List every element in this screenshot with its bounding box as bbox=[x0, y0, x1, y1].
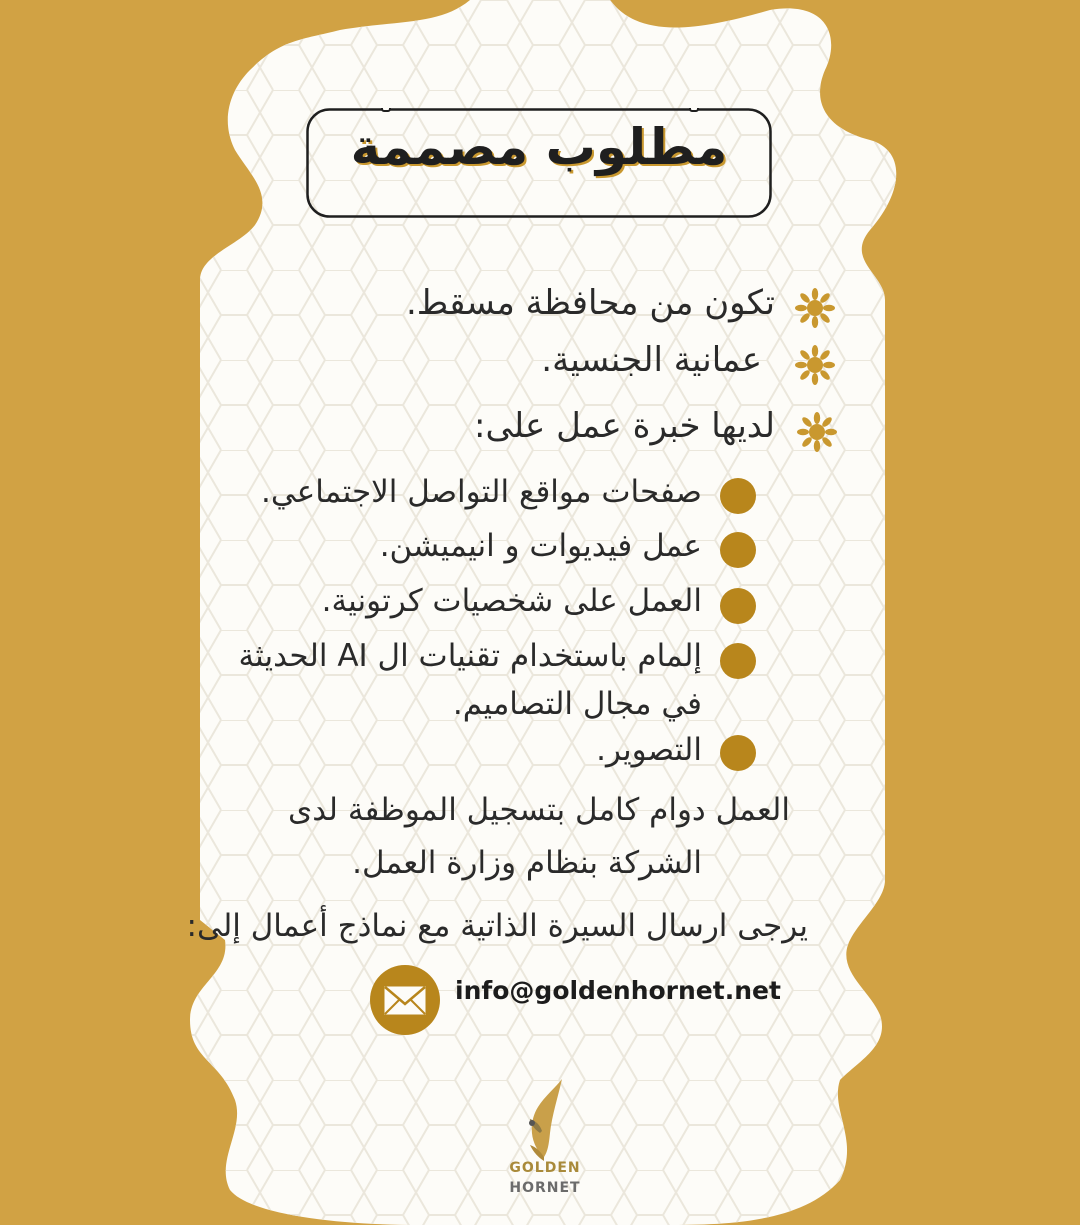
skill-item-continued: في مجال التصاميم. bbox=[452, 686, 702, 722]
employment-note-line: العمل دوام كامل بتسجيل الموظفة لدى bbox=[288, 792, 790, 828]
flower-bullet-icon bbox=[795, 288, 835, 328]
dot-bullet-icon bbox=[720, 478, 756, 514]
dot-bullet-icon bbox=[720, 735, 756, 771]
employment-note-line: الشركة بنظام وزارة العمل. bbox=[352, 845, 702, 881]
skill-item: التصوير. bbox=[596, 732, 702, 768]
envelope-icon bbox=[370, 965, 440, 1035]
contact-email[interactable]: info@goldenhornet.net bbox=[455, 976, 781, 1005]
requirement-item: لديها خبرة عمل على: bbox=[473, 406, 775, 446]
requirement-item: عمانية الجنسية. bbox=[541, 340, 762, 380]
requirement-item: تكون من محافظة مسقط. bbox=[405, 283, 775, 323]
flower-bullet-icon bbox=[797, 412, 837, 452]
skill-item: عمل فيديوات و انيميشن. bbox=[379, 528, 702, 564]
logo-wordmark-bottom: HORNET bbox=[509, 1180, 581, 1196]
flower-bullet-icon bbox=[795, 345, 835, 385]
logo-wordmark-top: GOLDEN bbox=[509, 1160, 581, 1176]
skill-item: صفحات مواقع التواصل الاجتماعي. bbox=[261, 474, 702, 510]
skill-item: إلمام باستخدام تقنيات ال AI الحديثة bbox=[238, 638, 702, 674]
dot-bullet-icon bbox=[720, 588, 756, 624]
dot-bullet-icon bbox=[720, 643, 756, 679]
page-title: مطلوب مصممة bbox=[350, 118, 728, 176]
dot-bullet-icon bbox=[720, 532, 756, 568]
apply-instructions: يرجى ارسال السيرة الذاتية مع نماذج أعمال إلى: bbox=[186, 908, 808, 944]
skill-item: العمل على شخصيات كرتونية. bbox=[321, 583, 702, 619]
